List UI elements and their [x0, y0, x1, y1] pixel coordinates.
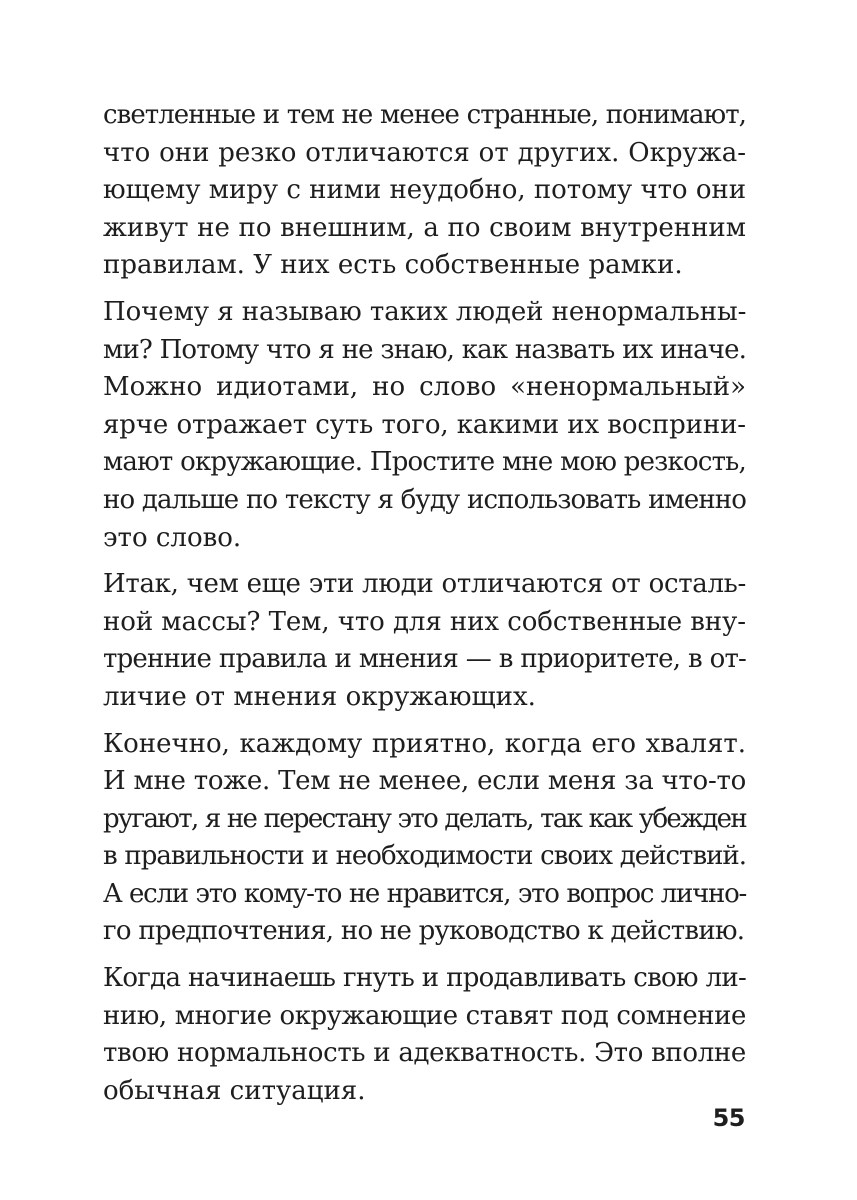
body-text	[103, 97, 746, 1119]
text-line: тренние правила и мнения — в приоритете, в от-	[103, 644, 746, 675]
paragraph-5	[103, 960, 746, 1110]
text-line: ярче отражает суть того, какими их восприни-	[103, 409, 746, 440]
paragraph-1	[103, 97, 746, 285]
text-line: Итак, чем еще эти люди отличаются от осталь-	[103, 569, 746, 600]
text-line: Когда начинаешь гнуть и продавливать свою ли-	[103, 963, 746, 994]
text-line: ющему миру с ними неудобно, потому что они	[103, 175, 746, 206]
text-line: ной массы? Тем, что для них собственные вну-	[103, 606, 746, 637]
page-number: 55	[712, 1104, 745, 1132]
text-line: мают окружающие. Простите мне мою резкость,	[103, 447, 746, 478]
text-line: это слово.	[103, 522, 242, 553]
text-line: твою нормальность и адекватность. Это вполне	[103, 1038, 746, 1069]
text-line: ми? Потому что я не знаю, как назвать их иначе.	[103, 334, 746, 365]
text-line: Конечно, каждому приятно, когда его хвалят.	[103, 728, 746, 759]
text-line: И мне тоже. Тем не менее, если меня за что-то	[103, 766, 746, 797]
text-line: ругают, я не перестану это делать, так как убежден	[103, 803, 746, 834]
paragraph-4	[103, 726, 746, 952]
text-line: нию, многие окружающие ставят под сомнение	[103, 1000, 746, 1031]
text-line: личие от мнения окружающих.	[103, 681, 536, 712]
text-line: что они резко отличаются от других. Окружа-	[103, 137, 746, 168]
paragraph-2	[103, 294, 746, 557]
text-line: но дальше по тексту я буду использовать именно	[103, 484, 746, 515]
text-line: в правильности и необходимости своих действий.	[103, 841, 746, 872]
text-line: Можно идиотами, но слово «ненормальный»	[103, 372, 746, 403]
paragraph-3	[103, 566, 746, 716]
text-line: А если это кому-то не нравится, это вопрос лично-	[103, 878, 746, 909]
text-line: живут не по внешним, а по своим внутренним	[103, 212, 746, 243]
text-line: обычная ситуация.	[103, 1075, 366, 1106]
text-line: светленные и тем не менее странные, понимают,	[103, 100, 746, 130]
text-line: правилам. У них есть собственные рамки.	[103, 250, 683, 281]
text-line: го предпочтения, но не руководство к действию.	[103, 916, 745, 947]
text-line: Почему я называю таких людей ненормальны-	[103, 296, 747, 327]
